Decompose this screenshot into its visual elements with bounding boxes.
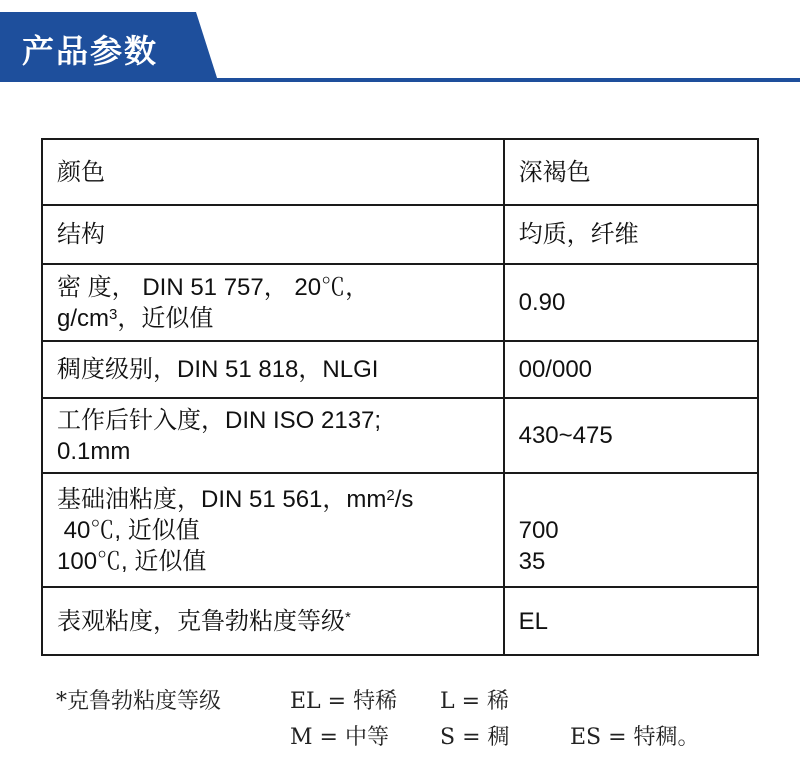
superscript: 3: [109, 305, 118, 323]
table-row: [42, 139, 758, 205]
param-value: 深褐色: [504, 139, 758, 205]
param-name-line: 100℃, 近似值: [57, 547, 207, 575]
parameter-table: [41, 138, 759, 656]
param-value: 均质，纤维: [504, 205, 758, 264]
superscript: *: [345, 608, 351, 626]
param-value: [504, 473, 758, 587]
page-title: 产品参数: [22, 32, 159, 70]
param-value: 00/000: [504, 341, 758, 398]
unit-text: g/cm: [57, 304, 110, 332]
spacer: [519, 484, 743, 515]
table-row: [42, 398, 758, 473]
table-row: [42, 264, 758, 341]
param-name-line: [57, 303, 489, 334]
param-name-suffix: ，近似值: [117, 304, 214, 332]
footnote-item: EL = 特稀: [290, 689, 398, 714]
param-name: 颜色: [42, 139, 504, 205]
header-divider: [0, 78, 800, 82]
param-name: 稠度级别，DIN 51 818，NLGI: [42, 341, 504, 398]
param-name-text: 基础油粘度，DIN 51 561，mm: [57, 485, 387, 513]
param-name-line: 密 度， DIN 51 757， 20℃，: [57, 273, 370, 301]
footnote-label: *克鲁勃粘度等级: [56, 689, 222, 714]
superscript: 2: [386, 486, 395, 504]
param-name-line: 40℃, 近似值: [57, 516, 200, 544]
footnote-item: M = 中等: [290, 725, 389, 750]
table-row: [42, 587, 758, 655]
footnote: [56, 684, 776, 754]
param-value: 0.90: [504, 264, 758, 341]
param-name-line: 工作后针入度，DIN ISO 2137;: [57, 406, 382, 434]
param-value: EL: [504, 587, 758, 655]
param-value: 430~475: [504, 398, 758, 473]
param-name-line: 0.1mm: [57, 437, 131, 465]
unit-text: /s: [394, 485, 414, 513]
param-name: [42, 264, 504, 341]
table-row: [42, 473, 758, 587]
table-row: [42, 341, 758, 398]
param-name-text: 表观粘度，克鲁勃粘度等级: [57, 607, 345, 635]
param-value-line: 700: [518, 516, 559, 544]
table-row: [42, 205, 758, 264]
param-name: [42, 587, 504, 655]
footnote-item: ES = 特稠。: [570, 725, 700, 750]
param-name: [42, 473, 504, 587]
param-value-line: 35: [518, 547, 546, 575]
section-header: [0, 0, 800, 84]
footnote-item: S = 稠: [440, 725, 510, 750]
param-name: [42, 398, 504, 473]
footnote-item: L = 稀: [440, 689, 510, 714]
param-name-line: [57, 484, 489, 515]
param-name: 结构: [42, 205, 504, 264]
